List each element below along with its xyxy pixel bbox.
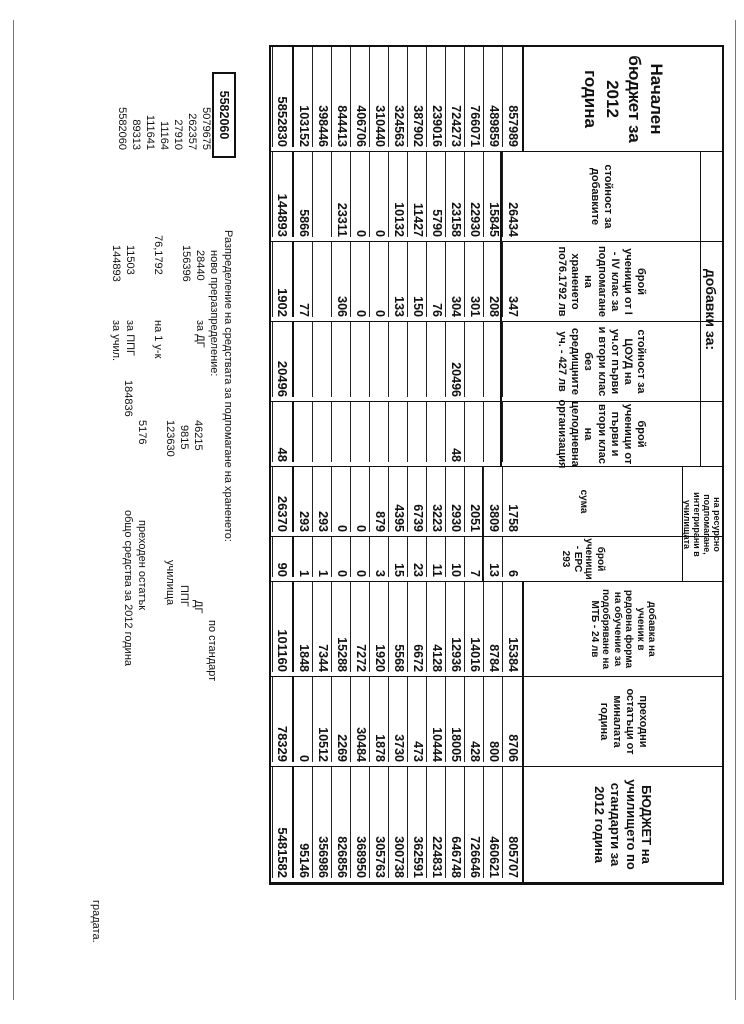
table-cell [312,402,332,462]
cells-cloud-value [271,322,522,401]
table-cell: 26434 [502,152,522,237]
table-cell: 0 [350,537,370,577]
table-cell: 20496 [445,322,465,397]
table-cell: 7344 [312,582,332,672]
table-cell: 304 [445,242,465,317]
table-cell: 0 [369,242,389,317]
table-cell [331,322,351,397]
list-value: 262357 [186,113,198,150]
header-cloud-value: стойност за ЦОУД на уч.от първи и втори клас без средищните уч. - 427 лв [556,326,648,397]
table-cell: 7 [464,537,484,577]
table-cell [426,322,446,397]
table-cell: 8784 [483,582,503,672]
table-cell [464,322,484,397]
table-cell: 3809 [483,467,503,532]
table-cell: 766071 [464,47,484,147]
table-cell: 224831 [426,767,446,878]
list-value: 27910 [172,119,184,150]
list-value: 111641 [144,114,156,150]
for-ppg-label: за ППГ [124,320,136,356]
table-cell [483,322,503,397]
cells-first-second-students [271,402,522,466]
table-cell: 726646 [464,767,484,878]
table-cell: 2051 [464,467,484,532]
table-cell: 301 [464,242,484,317]
carry-value: 5176 [136,420,148,445]
table-cell: 800 [483,677,503,762]
table-cell: 10444 [426,677,446,762]
cells-students-erp [271,537,522,581]
table-cell: 362591 [407,767,427,878]
table-total-cell: 48 [272,402,294,462]
table-cell: 368950 [350,767,370,878]
table-cell [369,322,389,397]
table-cell: 0 [350,152,370,237]
table-cell: 2269 [331,677,351,762]
table-cell [464,402,484,462]
list-value: 5079675 [200,107,212,150]
table-cell: 0 [293,677,313,762]
table-cell [388,322,408,397]
table-cell: 3223 [426,467,446,532]
cells-sum [271,467,522,536]
table-cell: 76 [426,242,446,317]
table-cell: 0 [350,467,370,532]
column-initial-budget [271,47,722,152]
table-cell: 22930 [464,152,484,237]
for-dg-value1: 28440 [194,250,206,281]
column-additions-value [271,152,722,242]
table-cell [312,152,332,237]
total-funds-value: 184836 [122,380,134,417]
table-cell: 6672 [407,582,427,672]
table-cell: 324563 [388,47,408,147]
new-redistribution-label: ново преразпределение: [208,250,220,377]
table-cell: 13 [483,537,503,577]
per-student-value: 76,1792 [152,235,164,275]
table-cell: 6739 [407,467,427,532]
table-cell: 103152 [293,47,313,147]
table-cell [407,322,427,397]
table-cell: 4395 [388,467,408,532]
header-resource-support-group: на ресурсно подпомагане, интегрирани в училищата [682,492,723,557]
table-cell: 293 [312,467,332,532]
table-cell: 8706 [502,677,522,762]
table-cell: 150 [407,242,427,317]
table-cell [483,402,503,462]
table-cell [407,402,427,462]
table-cell: 10 [445,537,465,577]
header-students-erp: брой ученици - ЕРС 293 [560,538,606,580]
table-cell: 30484 [350,677,370,762]
column-sum [271,467,722,537]
cells-initial-budget [271,47,522,151]
table-cell [331,402,351,462]
cells-mtb-addition [271,582,522,676]
table-cell: 48 [445,402,465,462]
table-total-cell: 101160 [272,582,294,672]
table-cell: 5866 [293,152,313,237]
table-cell: 857989 [502,47,522,147]
table-cell: 3730 [388,677,408,762]
table-cell: 2930 [445,467,465,532]
column-first-second-students [271,399,722,469]
table-total-cell: 144893 [272,152,294,237]
table-cell: 406706 [350,47,370,147]
table-cell: 293 [293,467,313,532]
table-total-cell: 5481582 [272,767,294,878]
table-cell: 356986 [312,767,332,878]
table-cell: 5568 [388,582,408,672]
ppg-value: 9815 [178,425,190,450]
table-total-cell: 90 [272,537,294,577]
for-schools-value: 144893 [110,245,122,282]
column-meals-students [271,242,722,322]
gradata-text: градата. [90,900,102,943]
schools-label: училища [164,560,176,606]
carry-label: преходен остатък [136,520,148,611]
cells-additions-value [271,152,522,241]
schools-value: 123630 [164,420,176,457]
distribution-title: Разпределение на средствата за подпомагане на храненето: [222,230,234,542]
cells-carryover [271,677,522,766]
column-school-budget [271,767,722,883]
table-cell [502,322,522,397]
table-cell: 12936 [445,582,465,672]
table-cell: 305763 [369,767,389,878]
for-schools-label: за учил. [110,320,122,362]
table-cell: 387902 [407,47,427,147]
scan-line [735,20,736,1000]
for-dg-value2: 156396 [180,245,192,282]
table-cell: 879 [369,467,389,532]
table-cell [293,402,313,462]
for-dg-label: за ДГ [194,320,206,348]
table-cell: 23 [407,537,427,577]
table-cell: 347 [502,242,522,317]
cells-meals-students [271,242,522,321]
table-cell [369,402,389,462]
table-cell: 460621 [483,767,503,878]
table-total-cell: 78329 [272,677,294,762]
dg-label: ДГ [192,600,204,614]
list-value: 89313 [130,119,142,150]
cells-school-budget [271,767,522,882]
table-cell: 826856 [331,767,351,878]
table-cell: 6 [502,537,522,577]
table-cell: 15 [388,537,408,577]
table-cell [350,322,370,397]
table-cell: 428 [464,677,484,762]
header-additions-group: добавки за: [703,268,720,351]
table-total-cell: 5852830 [272,47,294,147]
table-cell: 15845 [483,152,503,237]
table-cell [293,322,313,397]
column-students-erp [271,537,722,582]
table-cell: 208 [483,242,503,317]
table-cell: 5790 [426,152,446,237]
table-cell: 14016 [464,582,484,672]
dg-value: 46215 [192,420,204,451]
list-value: 11164 [158,121,170,150]
budget-table [269,45,724,885]
table-cell: 1 [293,537,313,577]
table-cell [426,402,446,462]
table-cell: 310440 [369,47,389,147]
ppg-label: ППГ [178,585,190,607]
scan-line [13,20,14,1000]
table-cell: 1848 [293,582,313,672]
header-first-second-students: брой ученици от първи и втори клас на целодневна организация [556,399,648,469]
header-meals-students: брой ученици от I - IV клас за подпомагане на храненето по76.1792 лв [556,246,648,317]
table-cell: 489859 [483,47,503,147]
header-sum: сума [577,489,589,514]
table-cell: 844413 [331,47,351,147]
table-cell: 239016 [426,47,446,147]
table-cell: 77 [293,242,313,317]
table-cell: 724273 [445,47,465,147]
table-cell [350,402,370,462]
table-cell: 805707 [502,767,522,878]
table-total-cell: 26370 [272,467,294,532]
table-cell: 18005 [445,677,465,762]
table-cell [312,322,332,397]
table-total-cell: 1902 [272,242,294,317]
table-cell: 0 [331,467,351,532]
table-cell: 11427 [407,152,427,237]
table-cell: 1920 [369,582,389,672]
list-value: 5582060 [116,107,128,150]
table-cell: 646748 [445,767,465,878]
table-cell: 306 [331,242,351,317]
for-ppg-value: 11503 [124,245,136,275]
column-cloud-value [271,322,722,402]
table-cell: 473 [407,677,427,762]
per-student-label: на 1 у-к [152,320,164,359]
header-additions-value: стойност за добавките [589,164,615,229]
column-carryover [271,677,722,767]
table-cell: 0 [369,152,389,237]
table-cell: 10132 [388,152,408,237]
header-carryover: преходни остатъци от миналата година [597,688,650,755]
table-cell [502,402,522,462]
table-cell: 1878 [369,677,389,762]
table-cell: 1758 [502,467,522,532]
by-standard-label: по стандарт [206,620,218,682]
table-cell [388,402,408,462]
table-cell: 4128 [426,582,446,672]
table-cell [312,242,332,317]
table-cell: 0 [350,242,370,317]
table-cell: 23158 [445,152,465,237]
table-total-cell: 20496 [272,322,294,397]
table-cell: 300738 [388,767,408,878]
header-initial-budget: Начален бюджет за 2012 година [580,55,667,143]
header-school-budget: БЮДЖЕТ на училището по стандарти за 2012 година [592,779,655,870]
header-mtb-addition: добавка на ученик в редовна форма на обучение за подобряване на МТБ - 24 лв [589,588,658,670]
total-funds-label: общо средства за 2012 година [122,510,134,667]
table-cell: 15384 [502,582,522,672]
column-mtb-addition [271,582,722,677]
table-cell: 398446 [312,47,332,147]
table-cell: 7272 [350,582,370,672]
table-cell: 15288 [331,582,351,672]
table-cell: 133 [388,242,408,317]
table-cell: 0 [331,537,351,577]
table-cell: 95146 [293,767,313,878]
table-cell: 1 [312,537,332,577]
total-boxed: 5582060 [212,72,236,158]
table-cell: 10512 [312,677,332,762]
table-cell: 23311 [331,152,351,237]
table-cell: 3 [369,537,389,577]
table-cell: 11 [426,537,446,577]
